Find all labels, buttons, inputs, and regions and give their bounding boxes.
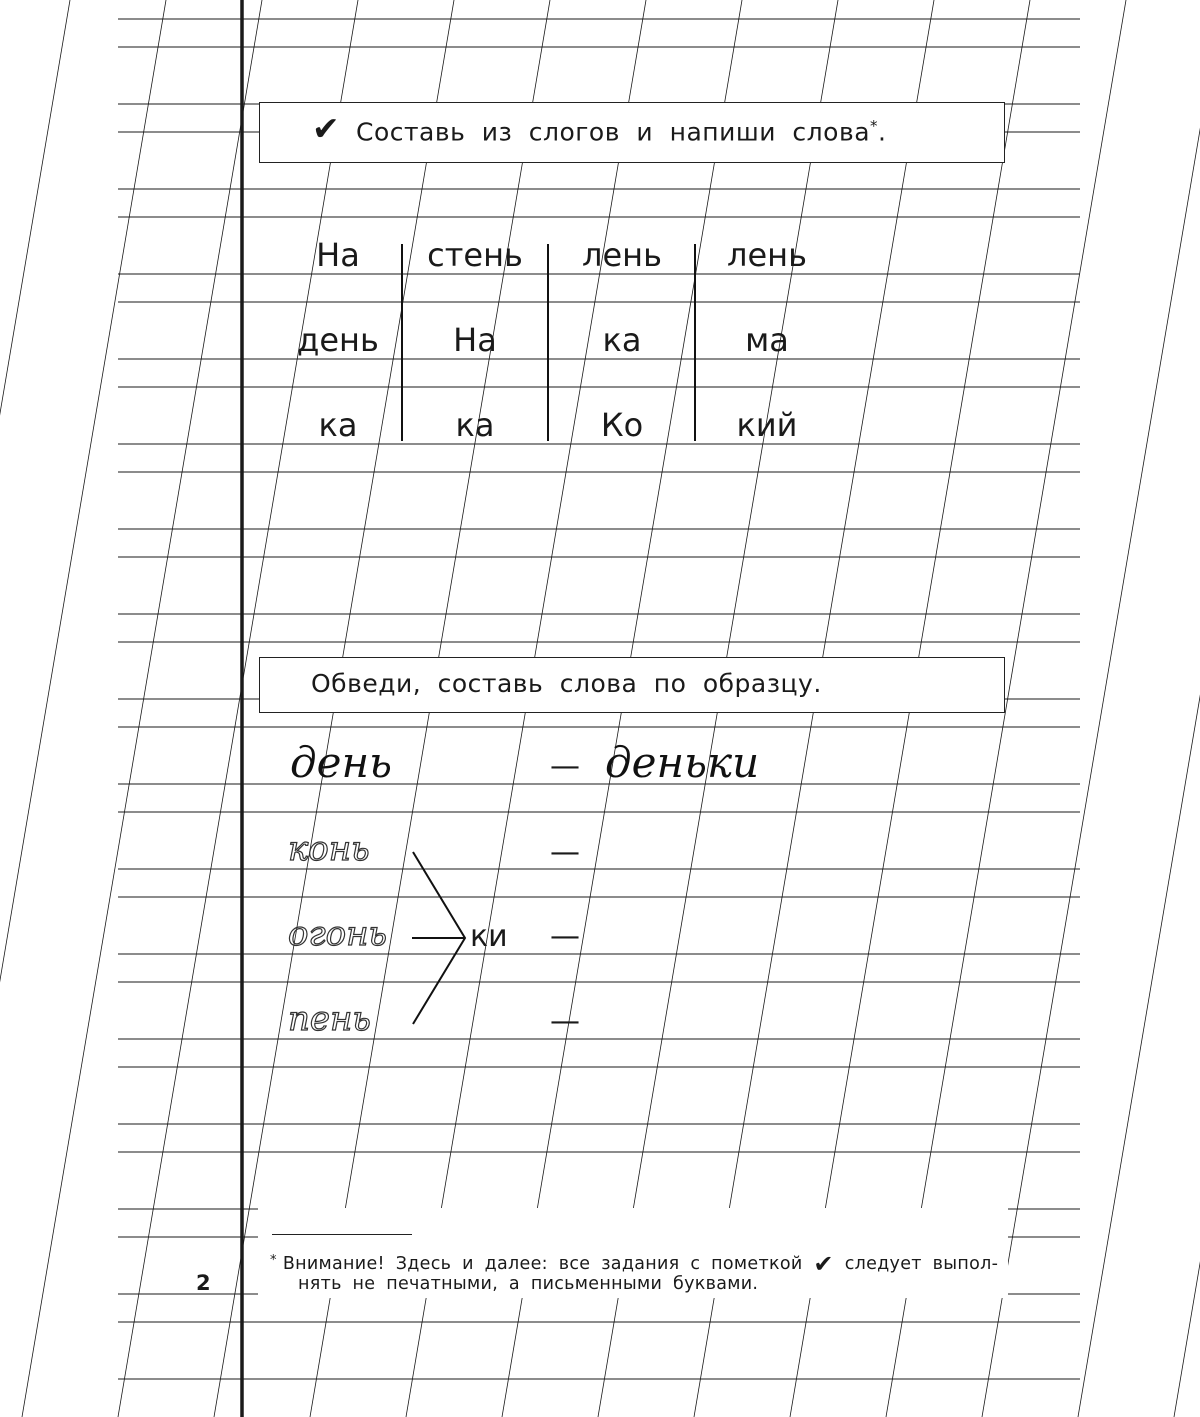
answer-dash-1: —: [550, 835, 580, 870]
answer-dash-2: —: [550, 919, 580, 954]
syllable-cell: ка: [602, 321, 642, 359]
task2-instruction: Обведи, составь слова по образцу.: [311, 669, 822, 698]
syllable-cell: ка: [455, 406, 495, 444]
suffix-ki: ки: [470, 919, 508, 954]
syllable-cell: лень: [582, 236, 662, 274]
syllable-cell: ма: [745, 321, 789, 359]
check-mark-icon: ✔: [813, 1250, 834, 1278]
example-dash: —: [550, 749, 580, 784]
task1-instruction: Составь из слогов и напиши слова*.: [356, 117, 887, 147]
check-mark-icon: ✔: [312, 109, 340, 148]
footnote-divider: [272, 1234, 412, 1235]
page-number: 2: [196, 1271, 211, 1295]
footnote-line-1: * Внимание! Здесь и далее: все задания с пометкой ✔ следует выпол-: [270, 1250, 999, 1278]
syllable-cell: кий: [736, 406, 798, 444]
syllable-cell: день: [297, 321, 379, 359]
trace-word-1[interactable]: конь: [288, 829, 370, 869]
syllable-cell: На: [453, 321, 497, 359]
example-result: деньки: [605, 738, 760, 787]
answer-dash-3: —: [550, 1004, 580, 1039]
syllable-cell: стень: [427, 236, 523, 274]
trace-word-2[interactable]: огонь: [288, 914, 388, 954]
syllable-cell: Ко: [600, 406, 644, 444]
syllable-cell: На: [316, 236, 360, 274]
example-word: день: [290, 738, 393, 787]
syllable-cell: ка: [318, 406, 358, 444]
footnote-line-2: нять не печатными, а письменными буквами.: [298, 1274, 759, 1294]
footnote-marker: *: [870, 117, 879, 135]
trace-word-3[interactable]: пень: [288, 999, 371, 1039]
footnote: [258, 1208, 1008, 1298]
syllable-cell: лень: [727, 236, 807, 274]
